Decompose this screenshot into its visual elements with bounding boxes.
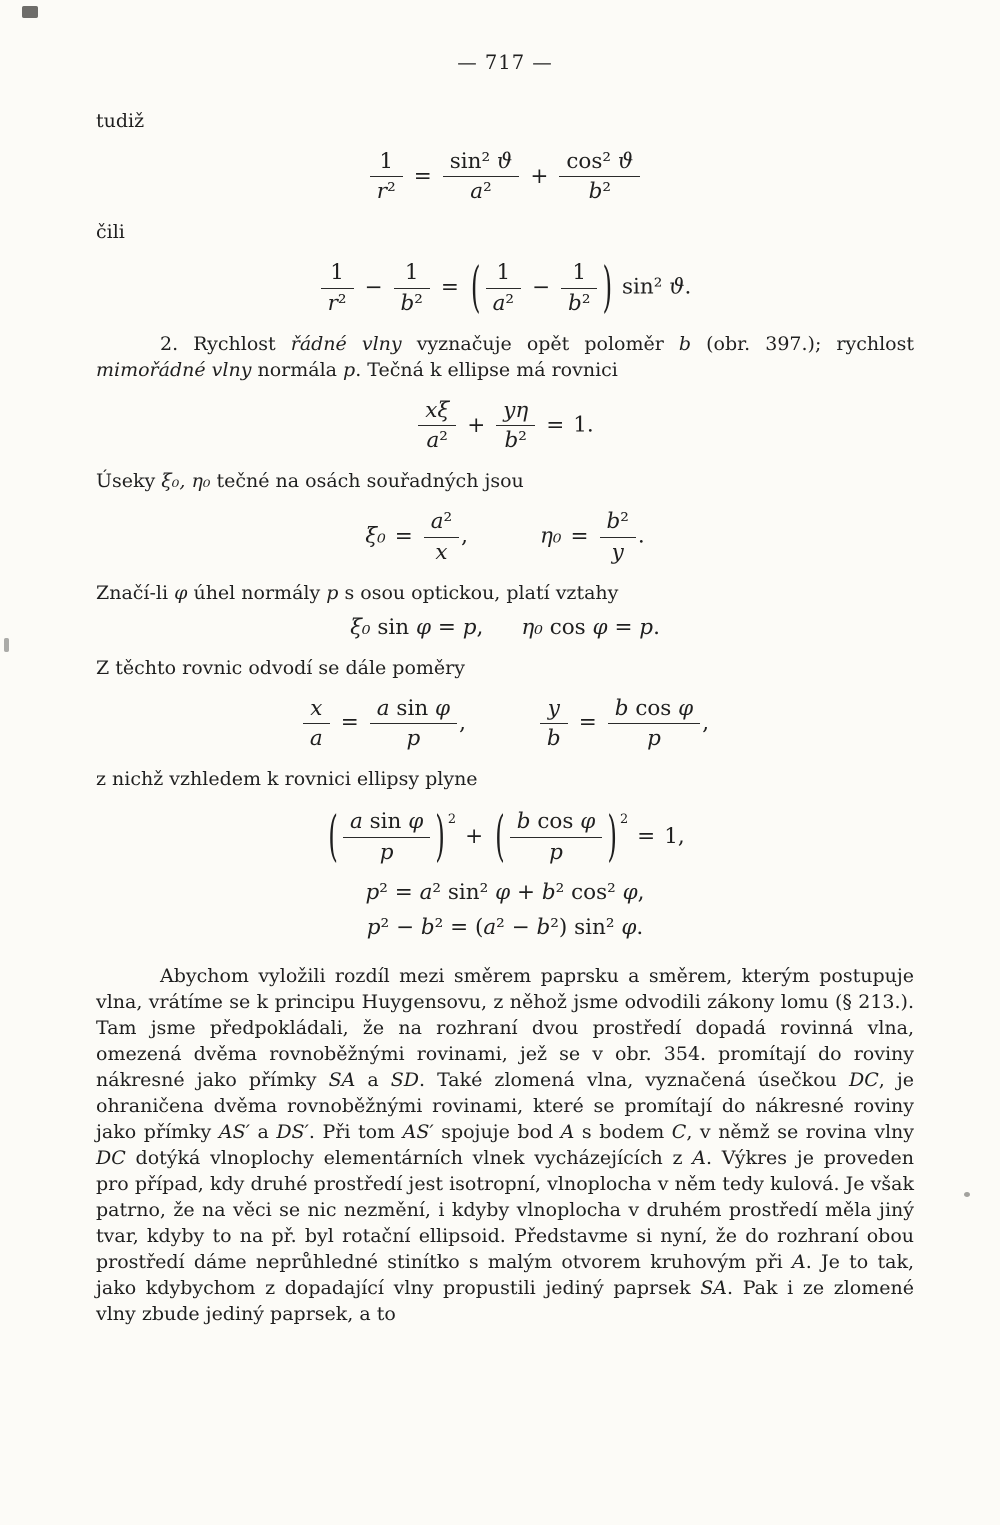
para-znichz [96, 766, 914, 792]
italic-text: A [792, 1250, 806, 1273]
parenthesis: ( [495, 804, 505, 868]
denominator: a² [492, 290, 515, 316]
numerator: b cos φ [608, 696, 701, 724]
text-run: . Při tom [308, 1120, 403, 1143]
fraction [370, 149, 403, 204]
text-run: . Také zlomená vlna, vyznačená úsečkou [419, 1068, 849, 1091]
text-run: Úseky [96, 470, 162, 493]
text-run: vyznačuje opět poloměr [401, 332, 679, 355]
numerator: b cos φ [510, 809, 603, 837]
operator: = [340, 710, 359, 736]
numerator: a sin φ [343, 809, 430, 837]
italic-text: ξ₀, η₀ [161, 470, 211, 493]
denominator: b [546, 725, 561, 751]
denominator: p [647, 725, 661, 751]
fraction [540, 696, 568, 751]
text-run: Z těchto rovnic odvodí se dále poměry [96, 656, 465, 679]
word-cili: čili [96, 221, 125, 244]
italic-text: p [326, 581, 339, 604]
text-run: 2. Rychlost [160, 332, 291, 355]
text-run: s osou optickou, platí vztahy [338, 581, 619, 604]
operator: + [465, 824, 484, 850]
operator: = [394, 524, 413, 550]
denominator: b² [568, 290, 591, 316]
para-ztechto [96, 655, 914, 681]
text-run: a [249, 1120, 277, 1143]
formula-squared-sum [96, 804, 914, 868]
fraction [303, 696, 330, 751]
italic-text: AS′ [402, 1120, 434, 1143]
italic-text: DS′ [276, 1120, 309, 1143]
italic-text: řádné vlny [290, 332, 402, 355]
scan-artifact [964, 1192, 970, 1197]
operator: − [364, 275, 383, 301]
fraction [608, 696, 701, 751]
text-run: , je ohraničena dvěma rovnoběžnými rovinami, které se promítají do nákresné roviny jako přímky [96, 1068, 914, 1143]
text-run: dotýká vlnoplochy elementárních vlnek vycházejících z [125, 1146, 693, 1169]
parenthesis: ( [328, 804, 338, 868]
italic-text: SA [700, 1276, 728, 1299]
math-text: , [702, 710, 710, 736]
italic-text: DC [96, 1146, 126, 1169]
fraction [443, 149, 520, 204]
numerator: x [303, 696, 330, 724]
formula-normal-relations [96, 615, 914, 641]
formula-radius-theta [96, 149, 914, 204]
fraction [559, 149, 640, 204]
italic-text: SA [328, 1068, 356, 1091]
math-text: , [461, 524, 469, 550]
denominator: p [406, 725, 421, 751]
operator: = [570, 524, 589, 550]
operator: = [546, 412, 565, 438]
math-text: p² − b² = (a² − b²) sin² φ. [366, 914, 644, 940]
numerator: b² [600, 509, 636, 537]
numerator: 1 [370, 149, 403, 177]
fraction [496, 398, 535, 453]
numerator: 1 [486, 260, 521, 288]
denominator: a² [426, 428, 448, 454]
denominator: a [309, 725, 323, 751]
numerator: a² [424, 509, 459, 537]
formula-ratios [96, 696, 914, 751]
denominator: b² [504, 428, 527, 454]
math-text: ξ₀ [365, 524, 386, 550]
fraction [370, 696, 457, 751]
denominator: r² [376, 179, 396, 205]
para-znaci [96, 580, 914, 606]
text-run: úhel normály [187, 581, 327, 604]
italic-text: DC [848, 1068, 879, 1091]
fraction [486, 260, 521, 315]
parenthesis: ) [602, 255, 613, 319]
formula-p-squared [96, 880, 914, 906]
scan-artifact [22, 6, 38, 18]
denominator: p [379, 839, 394, 865]
text-run: . Tečná k ellipse má rovnici [355, 358, 618, 381]
fraction [418, 398, 456, 453]
numerator: sin² ϑ [443, 149, 520, 177]
italic-text: p [343, 358, 356, 381]
math-text: . [637, 524, 645, 550]
operator: = [637, 824, 656, 850]
text-run: normála [251, 358, 344, 381]
formula-radius-difference [96, 255, 914, 319]
italic-text: AS′ [218, 1120, 250, 1143]
text-run: (obr. 397.); rychlost [691, 332, 915, 355]
fraction [561, 260, 597, 315]
text-run: . Pak i ze zlomené vlny zbude jediný paprsek, a to [96, 1276, 914, 1325]
formula-intercepts [96, 509, 914, 564]
text-run: tečné na osách souřadných jsou [210, 470, 524, 493]
numerator: cos² ϑ [559, 149, 640, 177]
fraction [321, 260, 354, 315]
numerator: yη [496, 398, 535, 426]
italic-text: A [692, 1146, 706, 1169]
parenthesis: ) [435, 804, 445, 868]
math-text: , [459, 710, 466, 736]
formula-ellipse-tangent [96, 398, 914, 453]
fraction [600, 509, 636, 564]
text-run: s bodem [574, 1120, 672, 1143]
numerator: a sin φ [370, 696, 457, 724]
italic-text: mimořádné vlny [96, 358, 252, 381]
operator: − [532, 275, 551, 301]
text-run: , v němž se rovina vlny [686, 1120, 914, 1143]
text-run: Abychom vyložili rozdíl mezi směrem paprsku a směrem, kterým postupuje vlna, vrátíme se k principu Huygensovu, z něhož jsme odvodili zákony lomu (§ 213.). Tam jsme předpokládali, že na rozhraní dvou prostředí dopadá rovinná vlna, omezená dvěma rovnoběžnými rovinami, jež se v obr. 354. promítají do roviny nákresné jako přímky [96, 964, 914, 1091]
denominator: r² [327, 290, 347, 316]
fraction [343, 809, 430, 864]
parenthesis: ) [607, 804, 617, 868]
numerator: 1 [561, 260, 597, 288]
text-run: Značí-li [96, 581, 175, 604]
italic-text: A [560, 1120, 575, 1143]
denominator: x [435, 539, 448, 565]
math-text: 1. [573, 412, 594, 438]
formula-p-squared-minus-b [96, 915, 914, 941]
math-text: η₀ [540, 524, 562, 550]
word-tudiz: tudiž [96, 110, 145, 132]
exponent: 2 [619, 812, 629, 828]
operator: = [578, 710, 597, 736]
page-number: — 717 — [457, 51, 553, 74]
italic-text: C [671, 1120, 687, 1143]
denominator: p [549, 839, 563, 865]
para-useky [96, 468, 914, 494]
italic-text: SD [390, 1068, 419, 1091]
math-text: p² = a² sin² φ + b² cos² φ, [365, 879, 645, 905]
text-run: . Výkres je proveden pro případ, kdy druhé prostředí jest isotropní, vlnoplocha v něm tedy kulová. Je však patrno, že na věci se nic nezmění, i kdyby vlnoplocha v druhém prostředí měla jiný tvar, kdyby to na př. byl rotační ellipsoid. Představme si nyní, že do rozhraní obou prostředí dáme neprůhledné stinítko s malým otvorem kruhovým při [96, 1146, 914, 1273]
math-text: sin² ϑ. [621, 275, 692, 301]
text-run: spojuje bod [433, 1120, 561, 1143]
operator: + [530, 163, 549, 189]
operator: = [413, 163, 432, 189]
text-run: . Je to tak, jako kdybychom z dopadající vlny propustili jediný paprsek [96, 1250, 914, 1299]
fraction [424, 509, 459, 564]
denominator: b² [588, 179, 611, 205]
text-run: z nichž vzhledem k rovnici ellipsy plyne [96, 768, 478, 791]
denominator: a² [470, 179, 492, 205]
scan-artifact [4, 638, 9, 652]
para-rychlost [96, 331, 914, 383]
operator: + [467, 412, 486, 438]
parenthesis: ( [470, 255, 481, 319]
math-text: 1, [664, 824, 685, 850]
denominator: b² [400, 290, 423, 316]
italic-text: b [678, 332, 692, 355]
numerator: y [540, 696, 568, 724]
math-text: ξ₀ sin φ = p, [350, 614, 484, 640]
exponent: 2 [447, 812, 457, 828]
denominator: y [611, 539, 624, 565]
fraction [394, 260, 430, 315]
fraction [510, 809, 603, 864]
math-text: η₀ cos φ = p. [521, 614, 660, 640]
numerator: 1 [321, 260, 354, 288]
text-run: a [355, 1068, 391, 1091]
numerator: xξ [418, 398, 456, 426]
numerator: 1 [394, 260, 430, 288]
operator: = [440, 275, 459, 301]
italic-text: φ [174, 581, 188, 604]
para-abychom [96, 963, 914, 1327]
